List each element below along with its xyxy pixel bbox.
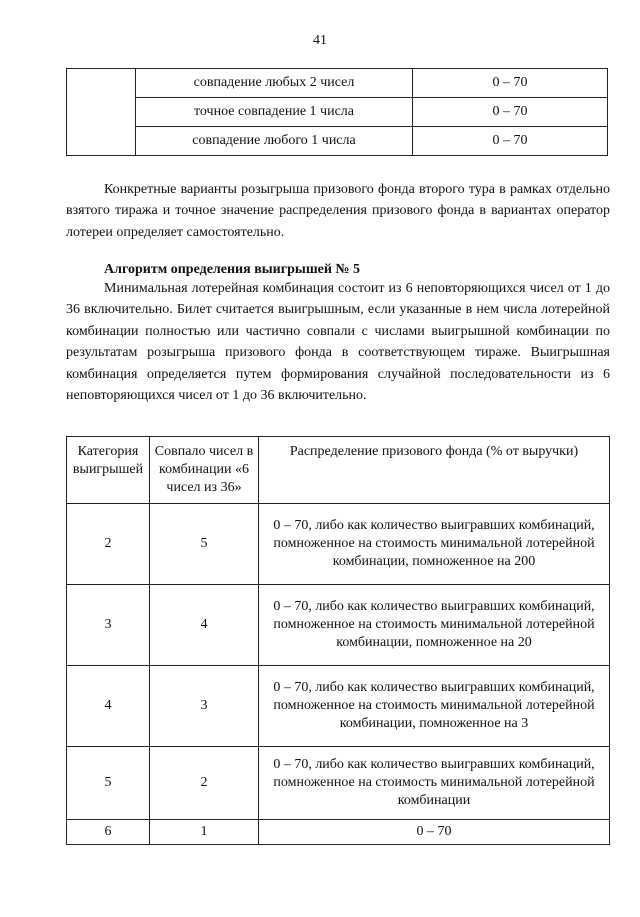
match-description: совпадение любых 2 чисел [136, 69, 413, 98]
paragraph-algorithm [66, 278, 610, 406]
matched-cell: 4 [150, 585, 259, 666]
match-description: точное совпадение 1 числа [136, 98, 413, 127]
distribution-cell: 0 – 70 [259, 820, 610, 845]
category-cell: 5 [67, 747, 150, 820]
prize-table-continuation [66, 68, 608, 156]
distribution-cell: 0 – 70, либо как количество выигравших комбинаций, помноженное на стоимость минимальной лотерейной комбинации, помноженное на 3 [259, 666, 610, 747]
distribution-cell: 0 – 70, либо как количество выигравших комбинаций, помноженное на стоимость минимальной лотерейной комбинации [259, 747, 610, 820]
table-row [67, 98, 608, 127]
prize-distribution-table [66, 436, 610, 845]
prize-share: 0 – 70 [413, 98, 608, 127]
paragraph-text: Минимальная лотерейная комбинация состоит из 6 неповторяющихся чисел от 1 до 36 включительно. Билет считается выигрышным, если указанные в нем числа лотерейной комбинации полностью или частично совпали с числами выигрышной комбинации по результатам розыгрыша призового фонда в соответствующем тираже. Выигрышная комбинация определяется путем формирования случайной последовательности из 6 неповторяющихся чисел от 1 до 36 включительно. [66, 281, 610, 404]
table-row [67, 69, 608, 98]
header-category: Категория выигрышей [67, 437, 150, 504]
paragraph-prize-variants [66, 179, 610, 243]
match-description: совпадение любого 1 числа [136, 127, 413, 156]
category-cell: 3 [67, 585, 150, 666]
table-row [67, 585, 610, 666]
table-row [67, 747, 610, 820]
table-row [67, 666, 610, 747]
empty-category-cell [67, 69, 136, 156]
distribution-cell: 0 – 70, либо как количество выигравших комбинаций, помноженное на стоимость минимальной лотерейной комбинации, помноженное на 200 [259, 504, 610, 585]
table-header-row [67, 437, 610, 504]
prize-share: 0 – 70 [413, 127, 608, 156]
prize-share: 0 – 70 [413, 69, 608, 98]
table-row [67, 127, 608, 156]
table-row [67, 504, 610, 585]
page-number: 41 [313, 33, 327, 48]
matched-cell: 2 [150, 747, 259, 820]
paragraph-text: Конкретные варианты розыгрыша призового фонда второго тура в рамках отдельно взятого тиража и точное значение распределения призового фонда в вариантах оператор лотереи определяет самостоятельно. [66, 182, 610, 240]
category-cell: 6 [67, 820, 150, 845]
distribution-cell: 0 – 70, либо как количество выигравших комбинаций, помноженное на стоимость минимальной лотерейной комбинации, помноженное на 20 [259, 585, 610, 666]
category-cell: 2 [67, 504, 150, 585]
section-heading: Алгоритм определения выигрышей № 5 [104, 262, 360, 277]
category-cell: 4 [67, 666, 150, 747]
matched-cell: 1 [150, 820, 259, 845]
matched-cell: 3 [150, 666, 259, 747]
header-matched: Совпало чисел в комбинации «6 чисел из 36» [150, 437, 259, 504]
matched-cell: 5 [150, 504, 259, 585]
table-row [67, 820, 610, 845]
header-distribution: Распределение призового фонда (% от выручки) [259, 437, 610, 504]
